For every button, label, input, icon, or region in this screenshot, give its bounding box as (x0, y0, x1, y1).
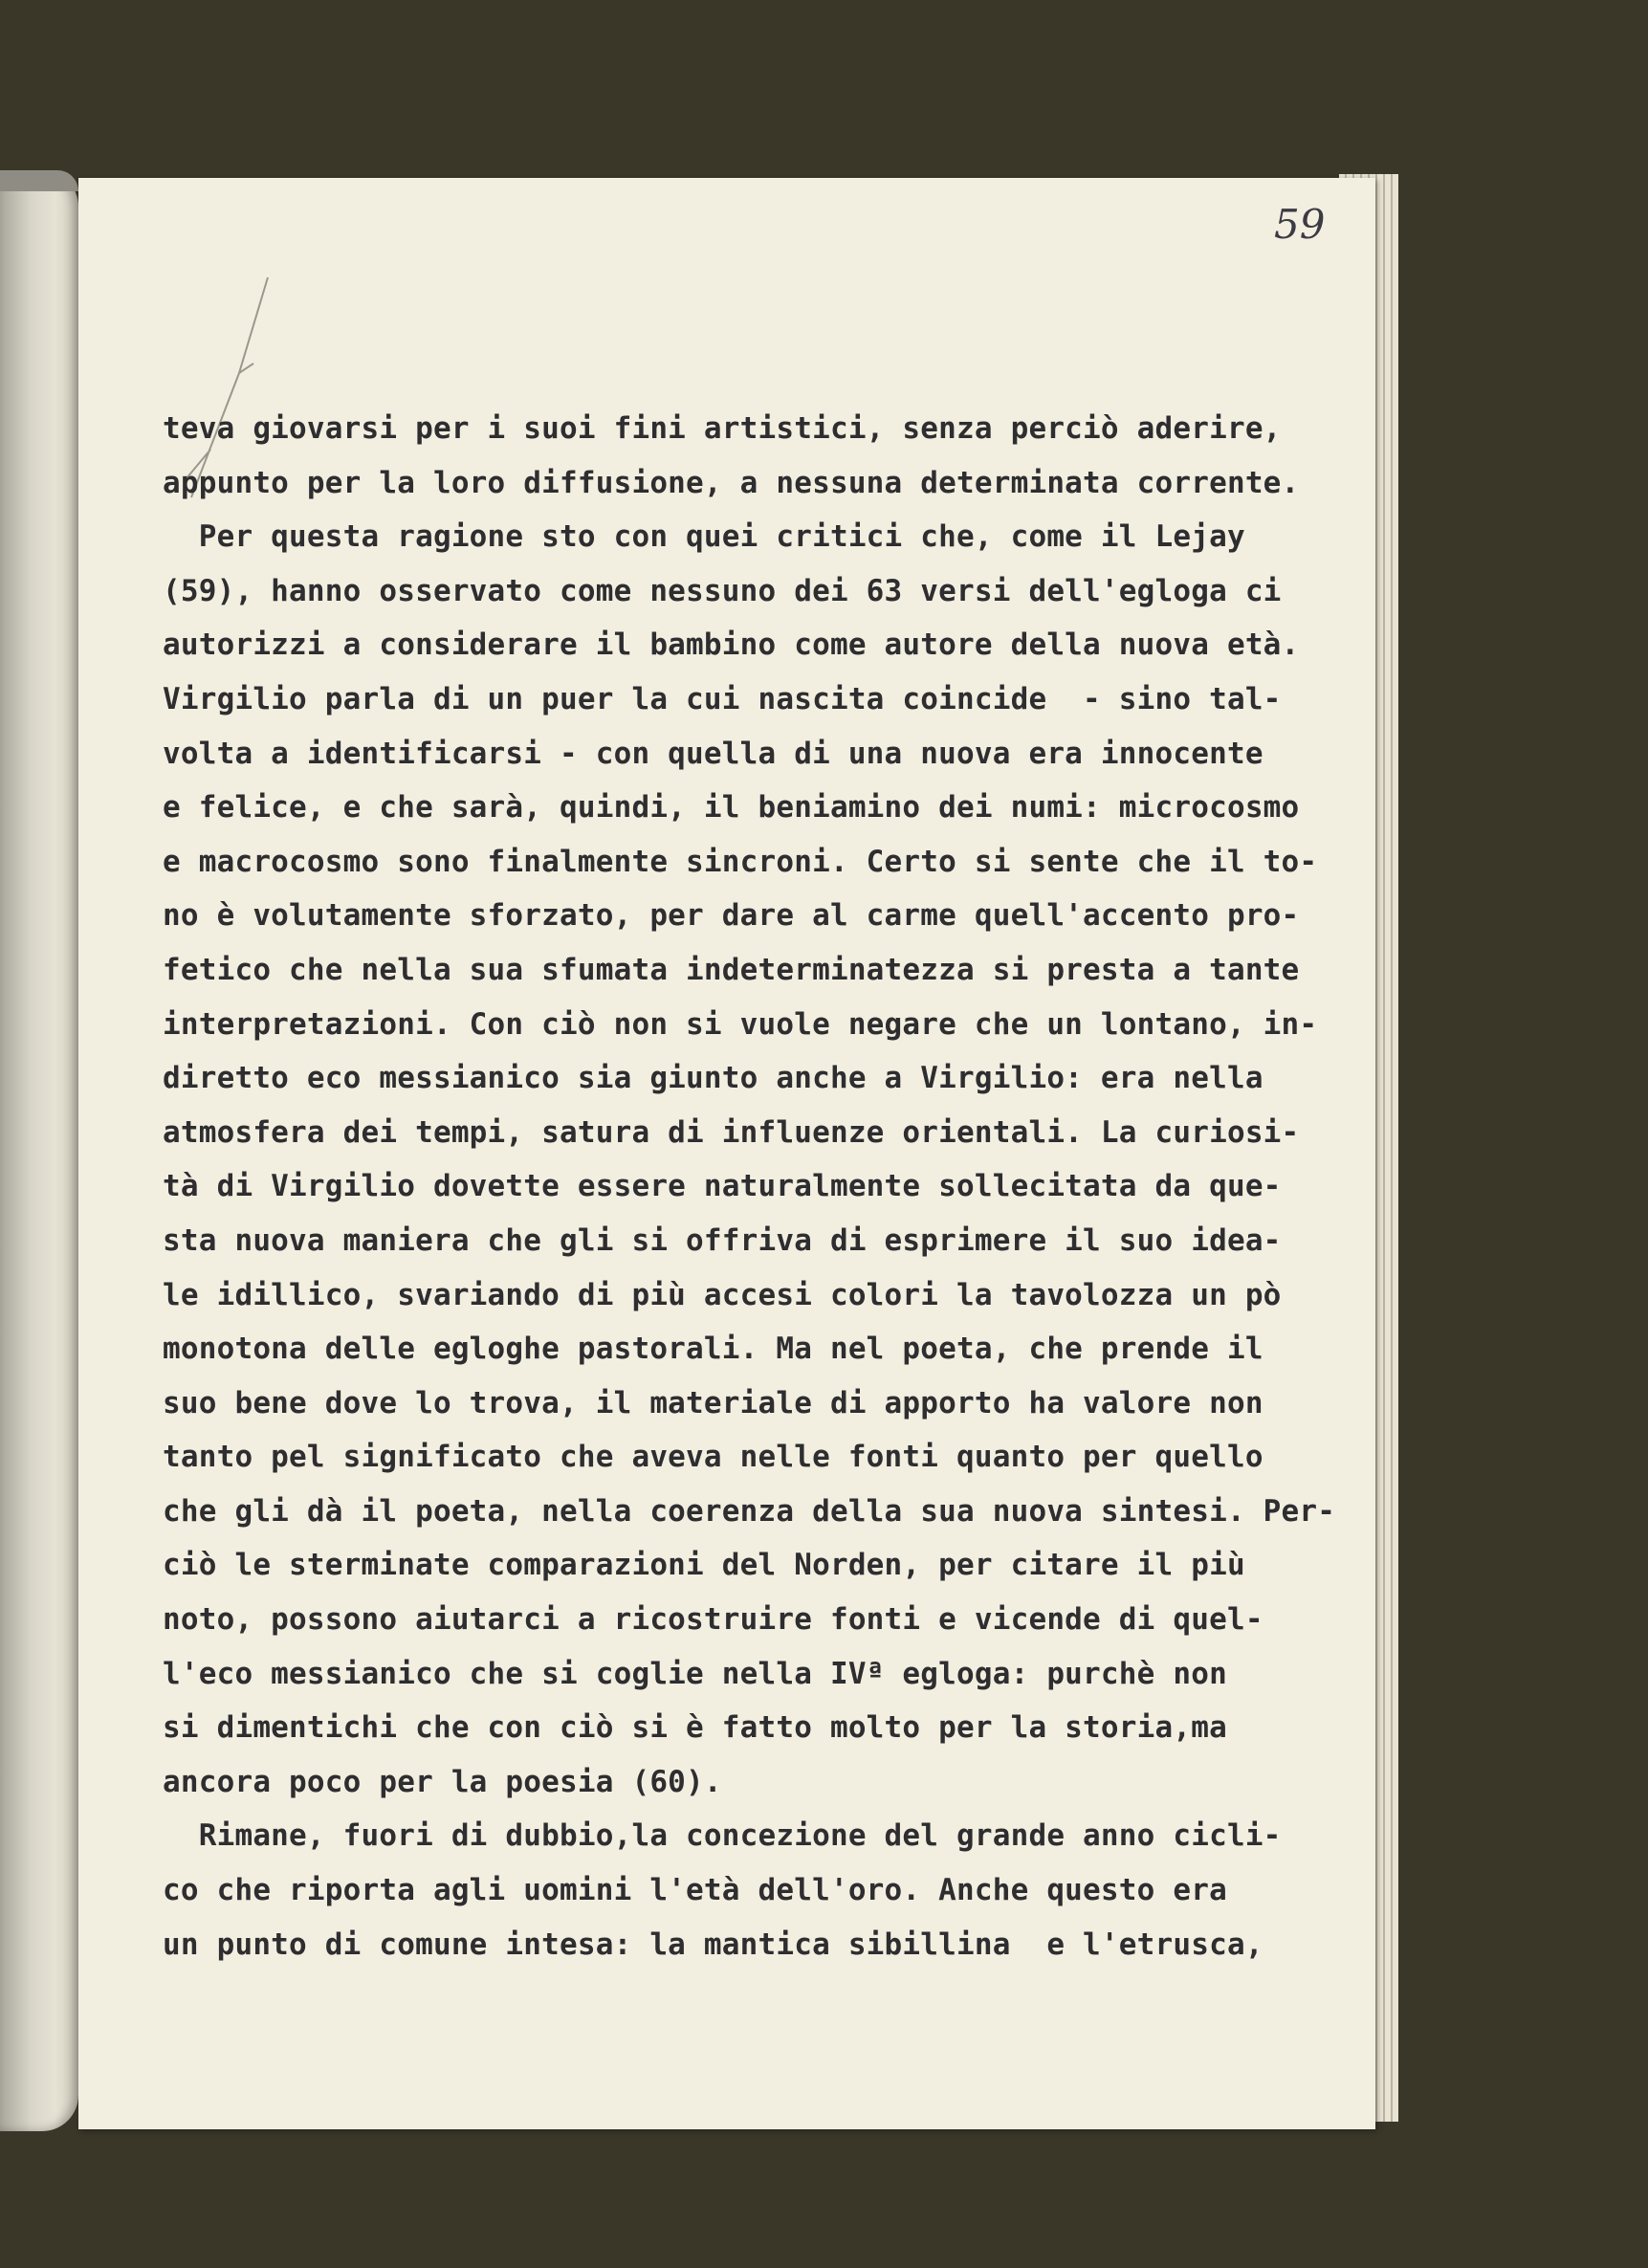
text-line: un punto di comune intesa: la mantica sibillina e l'etrusca, (163, 1927, 1263, 1962)
text-line: no è volutamente sforzato, per dare al carme quell'accento pro- (163, 898, 1300, 934)
text-line: ciò le sterminate comparazioni del Norden, per citare il più (163, 1548, 1245, 1583)
text-line: co che riporta agli uomini l'età dell'oro. Anche questo era (163, 1873, 1227, 1908)
text-line: tanto pel significato che aveva nelle fonti quanto per quello (163, 1440, 1263, 1475)
text-line: le idillico, svariando di più accesi colori la tavolozza un pò (163, 1277, 1282, 1312)
text-line: diretto eco messianico sia giunto anche a Virgilio: era nella (163, 1061, 1263, 1096)
text-line: sta nuova maniera che gli si offriva di esprimere il suo idea- (163, 1222, 1282, 1258)
text-line: (59), hanno osservato come nessuno dei 63 versi dell'egloga ci (163, 573, 1282, 608)
text-line: monotona delle egloghe pastorali. Ma nel poeta, che prende il (163, 1332, 1263, 1367)
previous-page-edge (0, 170, 78, 2131)
text-line: tà di Virgilio dovette essere naturalmente sollecitata da que- (163, 1169, 1282, 1204)
text-line: teva giovarsi per i suoi fini artistici, senza perciò aderire, (163, 411, 1282, 446)
text-line: l'eco messianico che si coglie nella IVª egloga: purchè non (163, 1656, 1227, 1691)
text-line: Per questa ragione sto con quei critici che, come il Lejay (163, 519, 1245, 555)
text-line: interpretazioni. Con ciò non si vuole negare che un lontano, in- (163, 1006, 1318, 1042)
text-line: appunto per la loro diffusione, a nessuna determinata corrente. (163, 465, 1300, 500)
text-line: Rimane, fuori di dubbio,la concezione del grande anno cicli- (163, 1818, 1282, 1854)
text-line: fetico che nella sua sfumata indeterminatezza si presta a tante (163, 952, 1300, 987)
page-number: 59 (1274, 201, 1326, 248)
text-line: che gli dà il poeta, nella coerenza della sua nuova sintesi. Per- (163, 1493, 1336, 1529)
text-line: atmosfera dei tempi, satura di influenze orientali. La curiosi- (163, 1114, 1300, 1150)
text-line: volta a identificarsi - con quella di una nuova era innocente (163, 736, 1263, 771)
text-line: ancora poco per la poesia (60). (163, 1764, 722, 1799)
text-line: si dimentichi che con ciò si è fatto molto per la storia,ma (163, 1710, 1227, 1746)
text-line: suo bene dove lo trova, il materiale di apporto ha valore non (163, 1385, 1263, 1420)
text-line: e felice, e che sarà, quindi, il beniamino dei numi: microcosmo (163, 790, 1300, 826)
body-text (163, 402, 1358, 1971)
text-line: autorizzi a considerare il bambino come autore della nuova età. (163, 628, 1300, 663)
text-line: Virgilio parla di un puer la cui nascita coincide - sino tal- (163, 681, 1282, 716)
text-line: e macrocosmo sono finalmente sincroni. Certo si sente che il to- (163, 844, 1318, 879)
text-line: noto, possono aiutarci a ricostruire fonti e vicende di quel- (163, 1602, 1263, 1638)
